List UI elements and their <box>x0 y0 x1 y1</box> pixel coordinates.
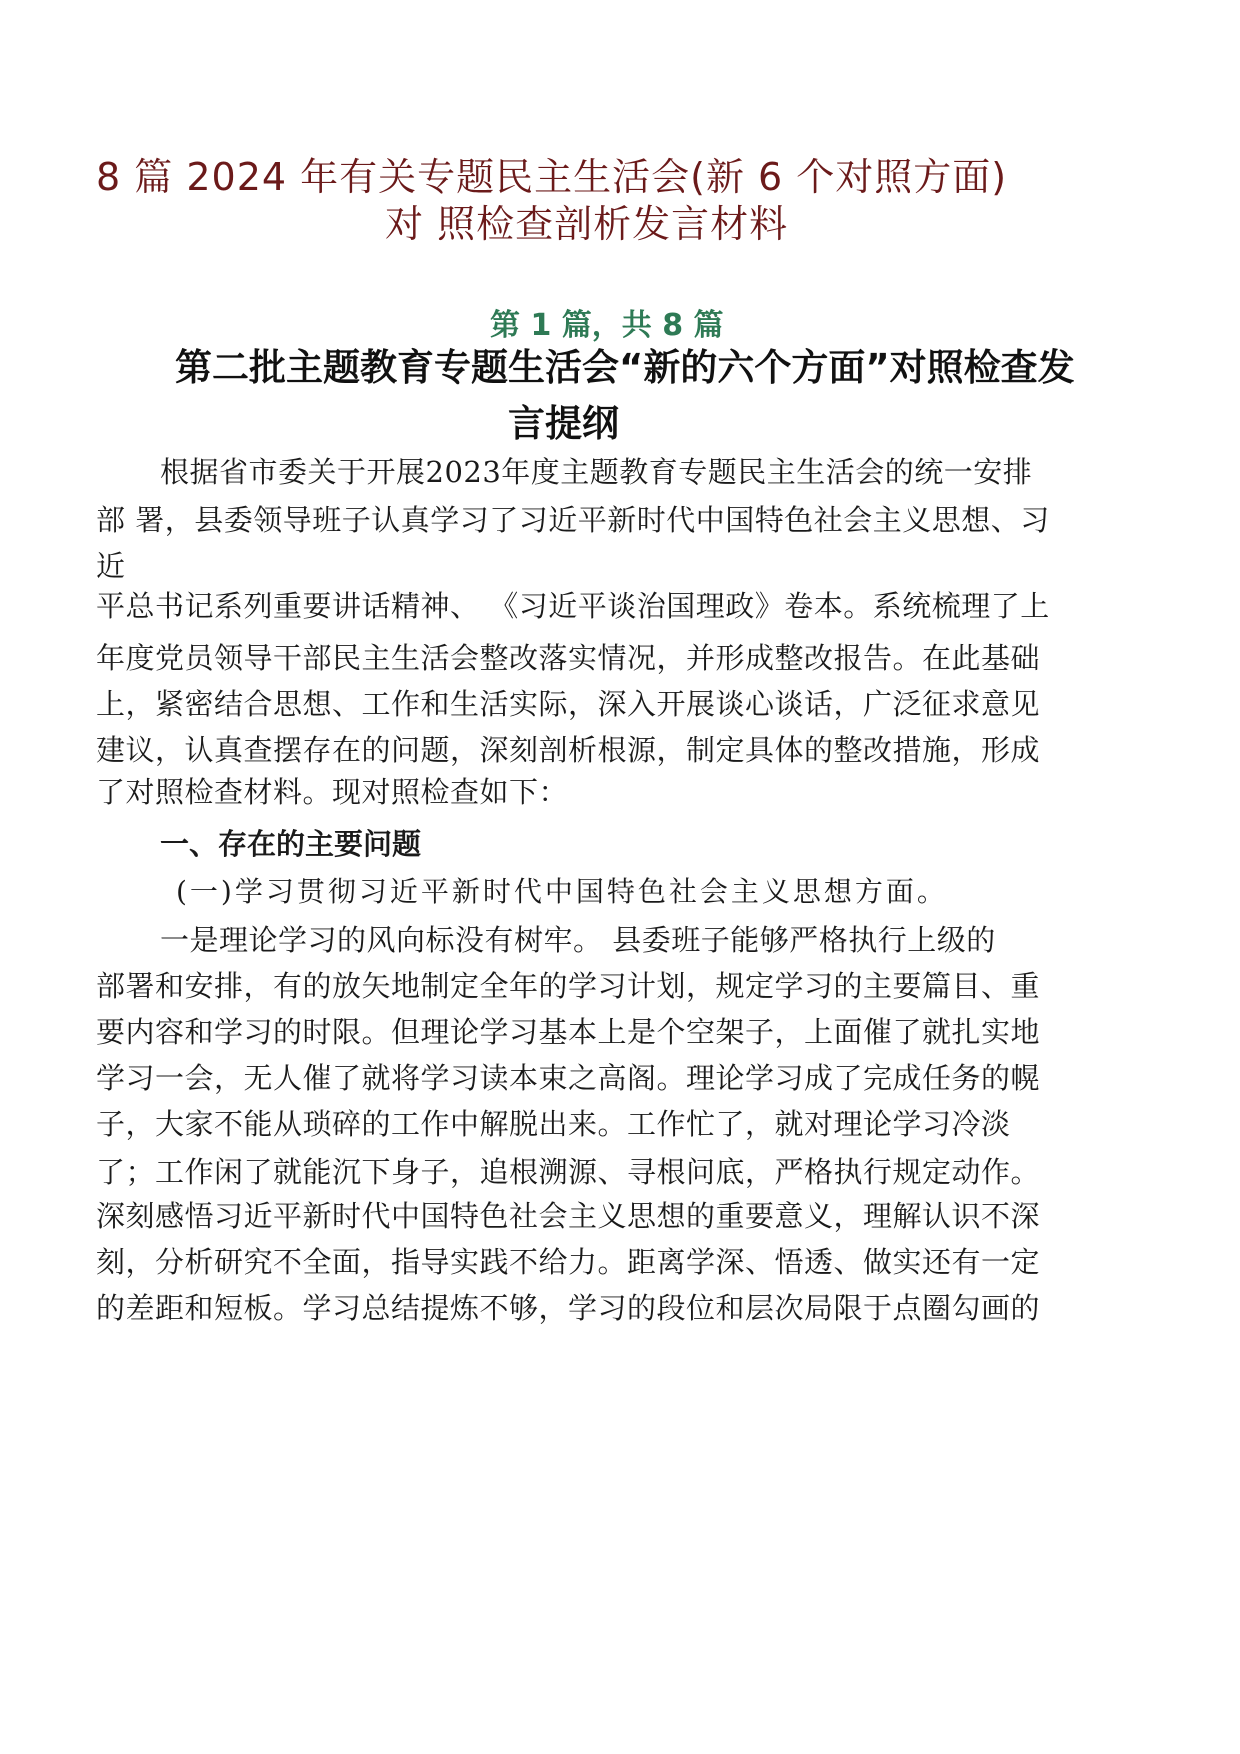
section-heading-1: 一、存在的主要问题 <box>160 827 422 861</box>
sub-title-line2: 言提纲 <box>508 402 619 445</box>
body-line-3: 要内容和学习的时限。但理论学习基本上是个空架子，上面催了就扎实地 <box>96 1015 1041 1049</box>
intro-line-8: 了对照检查材料。现对照检查如下： <box>96 775 569 809</box>
main-title-line1: 8 篇 2024 年有关专题民主生活会(新 6 个对照方面) <box>96 155 1008 199</box>
body-line-6: 了；工作闲了就能沉下身子，追根溯源、寻根问底，严格执行规定动作。 <box>96 1155 1041 1189</box>
body-line-8: 刻，分析研究不全面，指导实践不给力。距离学深、悟透、做实还有一定 <box>96 1245 1041 1279</box>
intro-line-2: 部 署，县委领导班子认真学习了习近平新时代中国特色社会主义思想、习 <box>96 503 1050 537</box>
body-line-7: 深刻感悟习近平新时代中国特色社会主义思想的重要意义，理解认识不深 <box>96 1199 1041 1233</box>
intro-line-7: 建议，认真查摆存在的问题，深刻剖析根源，制定具体的整改措施，形成 <box>96 733 1041 767</box>
body-line-5: 子，大家不能从琐碎的工作中解脱出来。工作忙了，就对理论学习冷淡 <box>96 1107 1011 1141</box>
sub-heading-1: (一)学习贯彻习近平新时代中国特色社会主义思想方面。 <box>176 875 948 908</box>
body-line-4: 学习一会，无人催了就将学习读本束之高阁。理论学习成了完成任务的幌 <box>96 1061 1041 1095</box>
part-label: 第 1 篇，共 8 篇 <box>490 308 724 343</box>
intro-line-4: 平总书记系列重要讲话精神、 《习近平谈治国理政》卷本。系统梳理了上 <box>96 589 1050 623</box>
intro-line-6: 上，紧密结合思想、工作和生活实际，深入开展谈心谈话，广泛征求意见 <box>96 687 1041 721</box>
sub-title-line1: 第二批主题教育专题生活会“新的六个方面”对照检查发 <box>175 346 1075 389</box>
intro-line-1: 根据省市委关于开展2023年度主题教育专题民主生活会的统一安排 <box>160 455 1033 489</box>
body-line-2: 部署和安排，有的放矢地制定全年的学习计划，规定学习的主要篇目、重 <box>96 969 1041 1003</box>
intro-line-3: 近 <box>96 549 126 583</box>
body-line-9: 的差距和短板。学习总结提炼不够，学习的段位和层次局限于点圈勾画的 <box>96 1291 1041 1325</box>
body-line-1: 一是理论学习的风向标没有树牢。 县委班子能够严格执行上级的 <box>160 923 996 957</box>
main-title-line2: 对 照检查剖析发言材料 <box>385 202 789 246</box>
intro-line-5: 年度党员领导干部民主生活会整改落实情况，并形成整改报告。在此基础 <box>96 641 1041 675</box>
